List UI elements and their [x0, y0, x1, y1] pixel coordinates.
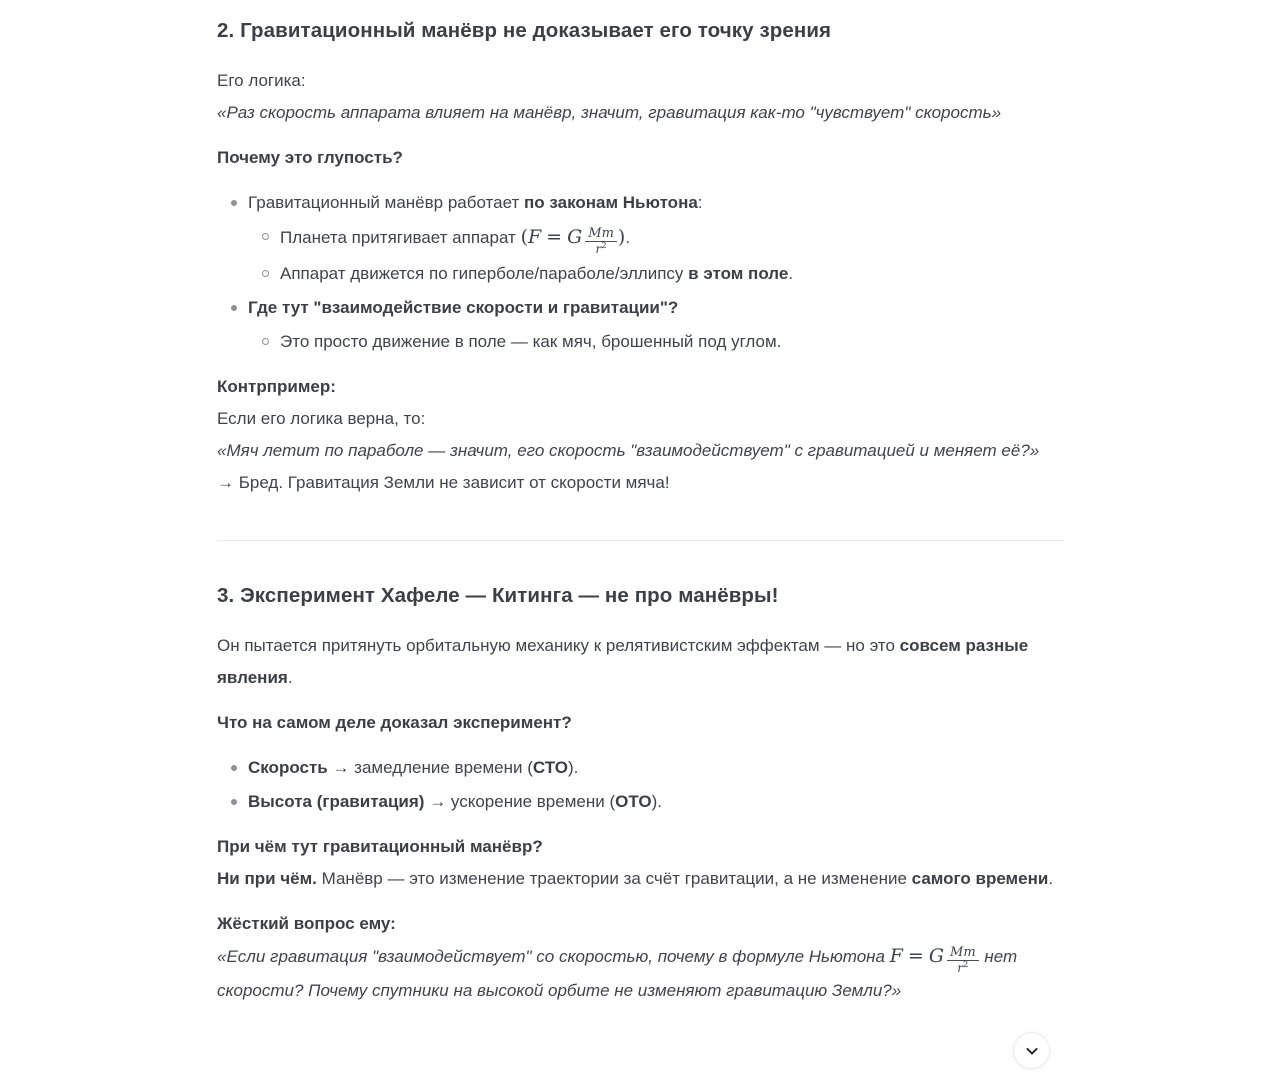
list-item-speed — [248, 752, 1064, 784]
list-item-height — [248, 786, 1064, 818]
fraction-numerator: Mm — [588, 225, 614, 241]
chevron-down-icon — [1022, 1041, 1042, 1061]
text-segment: Он пытается притянуть орбитальную механику к релятивистским эффектам — но это — [217, 636, 900, 656]
interaction-sublist — [248, 326, 1064, 358]
text-segment: Планета притягивает аппарат — [280, 228, 521, 247]
bold-segment: Высота (гравитация) — [248, 792, 425, 812]
bold-segment: Где тут "взаимодействие скорости и гравитации"? — [248, 298, 679, 318]
bold-segment: СТО — [532, 758, 568, 778]
bold-segment: Ни при чём. — [217, 869, 317, 889]
experiment-bullet-list — [217, 752, 1064, 818]
maneuver-question: При чём тут гравитационный манёвр? — [217, 837, 543, 857]
logic-quote: «Раз скорость аппарата влияет на манёвр, значит, гравитация как-то "чувствует" скорость» — [217, 103, 1002, 122]
math-var-G: G — [567, 226, 583, 248]
fraction-denominator — [947, 960, 979, 975]
text-segment: Манёвр — это изменение траектории за счёт гравитации, а не изменение — [316, 869, 912, 889]
text-segment: Это просто движение в поле — как мяч, брошенный под углом. — [280, 332, 782, 352]
text-segment: → замедление времени ( — [327, 758, 533, 778]
bold-segment: в этом поле — [688, 264, 789, 284]
newton-formula — [889, 944, 980, 976]
math-var-G: G — [928, 945, 945, 968]
proved-question-text: Что на самом деле доказал эксперимент? — [217, 713, 572, 733]
section-3-heading: 3. Эксперимент Хафеле — Китинга — не про манёвры! — [217, 584, 779, 608]
counterexample-label: Контрпример: — [217, 377, 336, 397]
text-segment: Аппарат движется по гиперболе/параболе/эллипсу — [280, 264, 689, 284]
text-segment: : — [697, 193, 703, 212]
math-var-F: F — [527, 226, 542, 248]
logic-paragraph — [217, 65, 1064, 129]
why-question — [217, 142, 1064, 174]
maneuver-paragraph — [217, 831, 1064, 895]
bold-segment: Скорость — [248, 758, 328, 778]
fraction-numerator: Mm — [950, 944, 976, 960]
list-item-where-interaction — [248, 292, 1064, 358]
math-var-r: r — [595, 242, 602, 257]
math-exponent: 2 — [601, 241, 607, 252]
section-3-intro — [217, 630, 1064, 694]
proved-question — [217, 707, 1064, 739]
logic-label: Его логика: — [217, 71, 306, 90]
text-segment: Если его логика верна, то: — [217, 409, 426, 429]
list-item-newton-laws — [248, 187, 1064, 290]
scroll-to-bottom-button[interactable] — [1013, 1032, 1050, 1069]
text-segment: «Если гравитация "взаимодействует" со скоростью, почему в формуле Ньютона — [217, 947, 890, 967]
section-2-heading: 2. Гравитационный манёвр не доказывает его точку зрения — [217, 19, 832, 42]
fraction-denominator — [585, 241, 617, 256]
counterexample-conclusion: → Бред. Гравитация Земли не зависит от скорости мяча! — [217, 473, 670, 493]
text-segment: Гравитационный манёвр работает — [248, 193, 525, 212]
counterexample-paragraph — [217, 371, 1064, 499]
math-equals: = — [546, 226, 563, 248]
section-divider — [217, 540, 1064, 541]
math-fraction — [585, 227, 617, 256]
text-segment: . — [287, 668, 293, 688]
list-item-ball-analogy — [280, 326, 1064, 358]
paren-close: ) — [617, 226, 626, 248]
hard-question-paragraph — [217, 908, 1064, 1007]
math-fraction — [947, 946, 979, 975]
list-item-planet-attracts — [280, 221, 1064, 256]
why-question-text: Почему это глупость? — [217, 148, 403, 167]
text-segment: . — [1048, 869, 1054, 889]
text-segment: . — [625, 228, 631, 247]
text-segment: . — [788, 264, 794, 284]
list-item-trajectory — [280, 258, 1064, 290]
math-var-r: r — [957, 961, 963, 976]
hard-question-label: Жёсткий вопрос ему: — [217, 914, 396, 934]
bold-segment: самого времени — [911, 869, 1049, 889]
text-segment: ). — [651, 792, 662, 812]
math-exponent: 2 — [963, 960, 969, 971]
text-segment: нет скорости? Почему спутники на высокой орбите не изменяют гравитацию Земли?» — [217, 947, 1018, 1001]
text-segment: ). — [567, 758, 579, 778]
bold-segment: ОТО — [615, 792, 652, 812]
math-var-F: F — [889, 945, 903, 968]
chat-message-content — [217, 0, 1064, 1020]
paren-open: ( — [520, 226, 528, 248]
text-segment: → ускорение времени ( — [424, 792, 616, 812]
newton-sublist — [248, 221, 1064, 290]
bold-segment: по законам Ньютона — [524, 193, 698, 212]
hard-question-quote — [217, 944, 1018, 1001]
newton-bullet-list — [217, 187, 1064, 358]
counterexample-quote: «Мяч летит по параболе — значит, его скорость "взаимодействует" с гравитацией и меняет её?» — [217, 441, 1040, 461]
bold-segment: совсем разные явления — [217, 636, 1029, 688]
newton-formula — [520, 225, 626, 257]
math-equals: = — [907, 945, 924, 968]
